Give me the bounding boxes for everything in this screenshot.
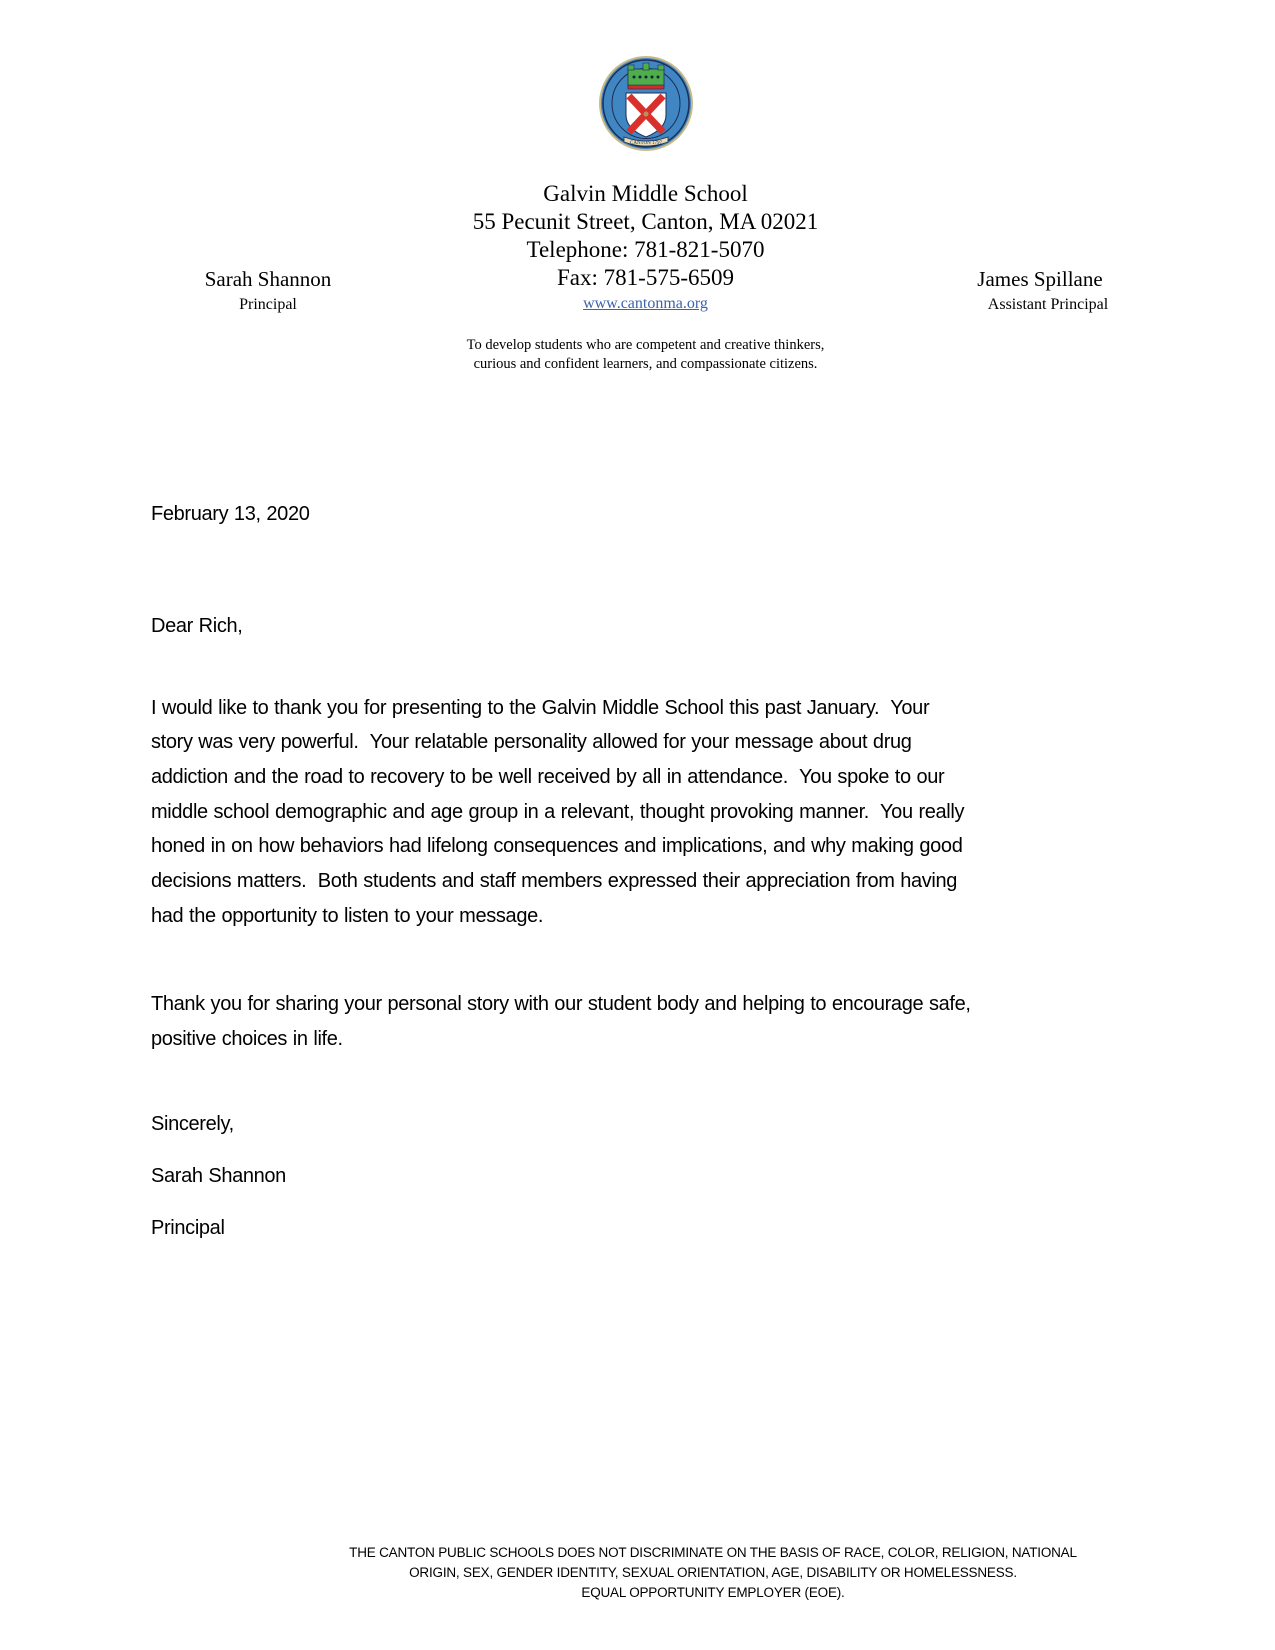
paragraph-line: honed in on how behaviors had lifelong consequences and implications, and why making good [151,835,963,857]
paragraph-line: story was very powerful. Your relatable personality allowed for your message about drug [151,731,912,753]
letter-date: February 13, 2020 [151,503,310,525]
assistant-principal-title: Assistant Principal [987,296,1109,313]
letter-salutation: Dear Rich, [151,615,243,637]
footer-line: ORIGIN, SEX, GENDER IDENTITY, SEXUAL ORIENTATION, AGE, DISABILITY OR HOMELESSNESS. [409,1565,1017,1580]
paragraph-line: middle school demographic and age group in a relevant, thought provoking manner. You really [151,801,965,823]
school-telephone: Telephone: 781-821-5070 [526,237,765,262]
school-fax: Fax: 781-575-6509 [557,265,734,290]
paragraph-line: addiction and the road to recovery to be well received by all in attendance. You spoke to our [151,766,945,788]
website-link[interactable]: www.cantonma.org [583,295,708,312]
principal-title: Principal [239,296,297,313]
svg-text:CANTON 1797: CANTON 1797 [630,141,662,146]
school-motto-line: To develop students who are competent and creative thinkers, [466,337,825,353]
paragraph-line: had the opportunity to listen to your message. [151,905,544,927]
assistant-principal-name: James Spillane [977,267,1103,291]
paragraph-line: I would like to thank you for presenting to the Galvin Middle School this past January. Your [151,697,930,719]
footer-line: EQUAL OPPORTUNITY EMPLOYER (EOE). [581,1585,845,1600]
paragraph-line: decisions matters. Both students and staff members expressed their appreciation from having [151,870,958,892]
canton-town-seal-icon [598,55,694,152]
footer-line: THE CANTON PUBLIC SCHOOLS DOES NOT DISCRIMINATE ON THE BASIS OF RACE, COLOR, RELIGION, NATIONAL [349,1545,1077,1560]
school-address: 55 Pecunit Street, Canton, MA 02021 [472,209,819,234]
principal-name: Sarah Shannon [204,267,332,291]
school-name: Galvin Middle School [543,181,748,206]
signature-name: Sarah Shannon [151,1165,286,1187]
signature-title: Principal [151,1217,225,1239]
letter-closing: Sincerely, [151,1113,234,1135]
school-motto-line: curious and confident learners, and compassionate citizens. [473,356,818,372]
paragraph-line: Thank you for sharing your personal story with our student body and helping to encourage safe, [151,993,971,1015]
paragraph-line: positive choices in life. [151,1028,343,1050]
